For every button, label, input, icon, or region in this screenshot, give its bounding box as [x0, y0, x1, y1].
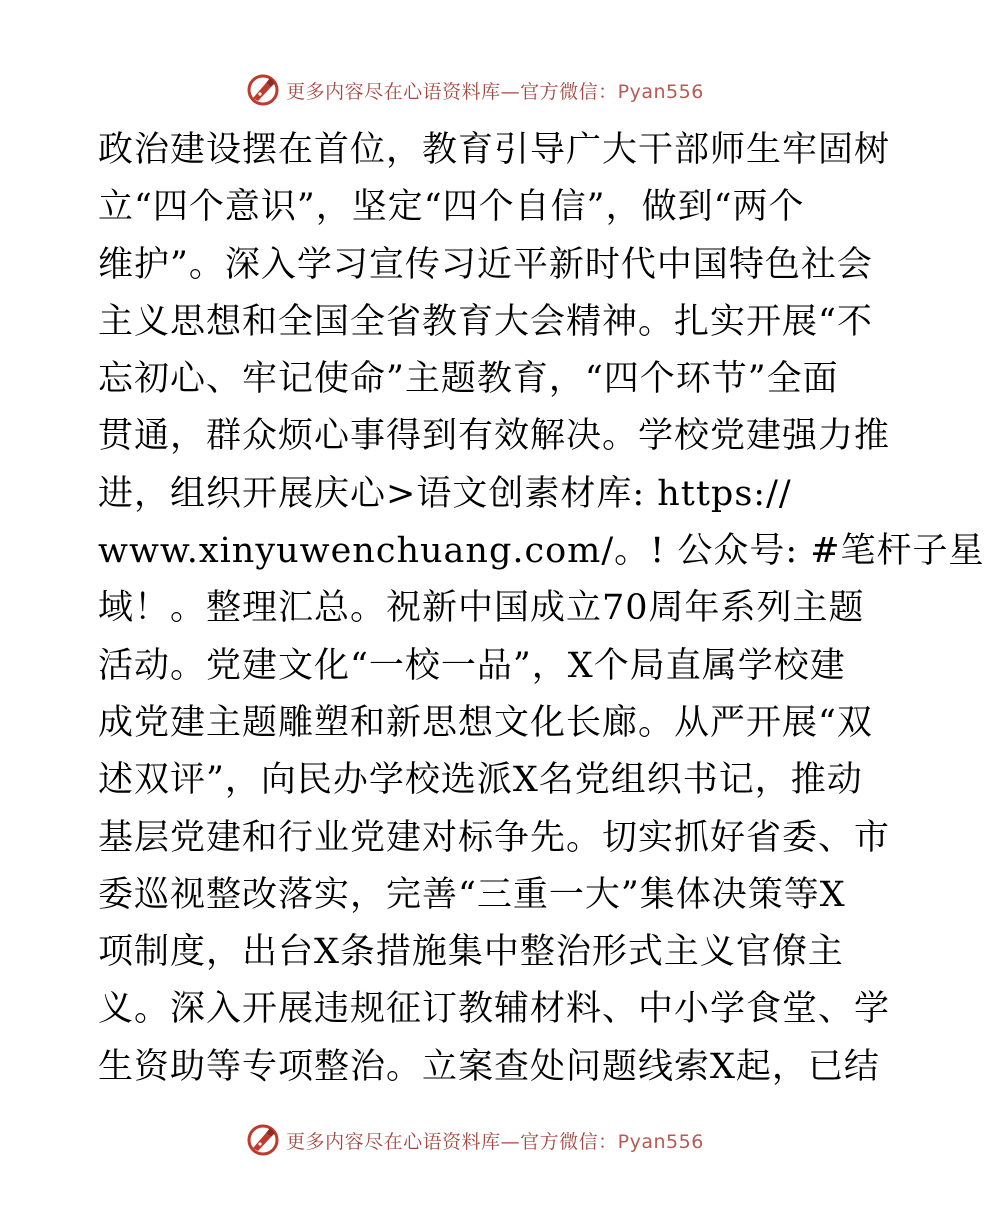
- pen-nib-logo-icon: [246, 73, 280, 107]
- header-banner: [0, 70, 950, 110]
- body-line: 项制度，出台X条措施集中整治形式主义官僚主: [98, 932, 844, 973]
- pen-nib-logo-icon: [246, 1123, 280, 1157]
- body-line: 贯通，群众烦心事得到有效解决。学校党建强力推: [98, 416, 891, 457]
- body-line: 政治建设摆在首位，教育引导广大干部师生牢固树: [98, 130, 891, 170]
- header-banner-text: [286, 77, 704, 104]
- body-line: 义。深入开展违规征订教辅材料、中小学食堂、学: [98, 989, 891, 1030]
- document-body: [98, 122, 985, 1096]
- footer-wechat-id: Pyan556: [617, 1130, 704, 1153]
- body-line: 进，组织开展庆心>语文创素材库: https://: [98, 473, 792, 514]
- footer-banner-prefix: 更多内容尽在心语资料库—官方微信：: [286, 1130, 618, 1153]
- body-line: 主义思想和全国全省教育大会精神。扎实开展“不: [98, 301, 873, 342]
- body-line: www.xinyuwenchuang.com/。! 公众号: #笔杆子星: [98, 531, 985, 572]
- body-line: 述双评”，向民办学校选派X名党组织书记，推动: [98, 760, 863, 801]
- header-banner-prefix: 更多内容尽在心语资料库—官方微信：: [286, 80, 618, 103]
- body-line: 忘初心、牢记使命”主题教育，“四个环节”全面: [98, 359, 839, 400]
- body-line: 域！。整理汇总。祝新中国成立70周年系列主题: [98, 588, 865, 629]
- body-line: 立“四个意识”，坚定“四个自信”，做到“两个: [98, 187, 805, 228]
- body-line: 委巡视整改落实，完善“三重一大”集体决策等X: [98, 874, 846, 915]
- header-wechat-id: Pyan556: [617, 80, 704, 103]
- footer-banner-text: [286, 1127, 704, 1154]
- body-line: 维护”。深入学习宣传习近平新时代中国特色社会: [98, 244, 873, 285]
- body-line: 活动。党建文化“一校一品”，X个局直属学校建: [98, 645, 846, 686]
- body-line: 成党建主题雕塑和新思想文化长廊。从严开展“双: [98, 702, 873, 743]
- body-line: 基层党建和行业党建对标争先。切实抓好省委、市: [98, 817, 891, 858]
- footer-banner: [0, 1120, 950, 1160]
- body-line: 生资助等专项整治。立案查处问题线索X起，已结: [98, 1046, 880, 1087]
